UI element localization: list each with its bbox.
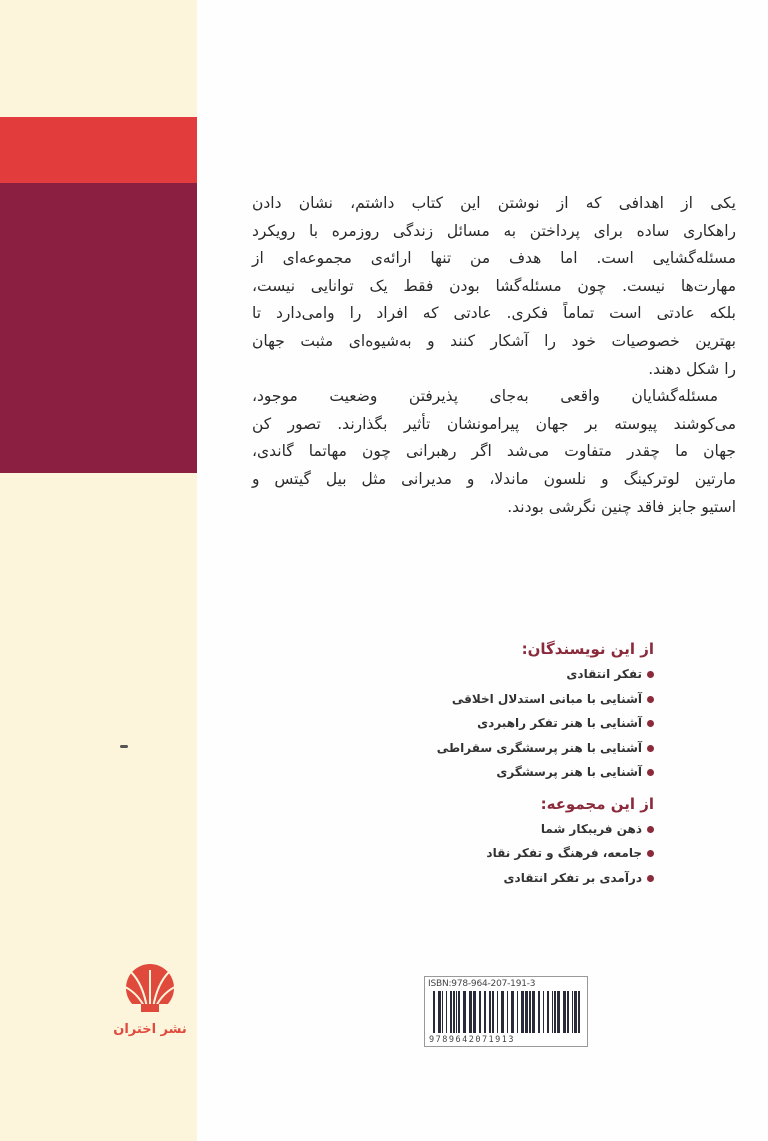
barcode-bar [442,991,443,1033]
barcode-bar [484,991,486,1033]
barcode-bar [458,991,460,1033]
barcode-bar [554,991,556,1033]
book-title: تفکر انتقادی [566,667,642,681]
series-heading: از این مجموعه: [540,794,654,813]
barcode-bar [567,991,569,1033]
barcode-bar [521,991,524,1033]
list-item [324,866,654,891]
barcode-bar [538,991,540,1033]
related-books [324,636,654,896]
list-item [324,711,654,736]
bullet-icon [647,850,654,857]
tree-logo-icon [119,964,181,1016]
bullet-icon [647,826,654,833]
bullet-icon [647,769,654,776]
series-list [324,817,654,891]
red-color-band [0,117,197,183]
barcode-bar [453,991,455,1033]
publisher-name: نشر اختران [113,1022,187,1037]
barcode-digits: 9789642071913 [429,1035,516,1045]
barcode-bar [501,991,504,1033]
publisher-logo [112,964,188,1037]
blurb-line: بلکه عادتی است تماماً فکری. عادتی که افراد را وامی‌دارد تا [252,304,736,323]
book-title: ذهن فریبکار شما [540,821,642,836]
blurb-line: مهارت‌ها نیست. چون مسئله‌گشا بودن فقط یک توانایی نیست، [252,276,736,295]
book-title: آشنایی با هنر تفکر راهبردی [477,716,642,730]
blurb-line: بهترین خصوصیات خود را آشکار کنند و به‌شیوه‌ای مثبت جهان [252,331,736,350]
barcode-bar [557,991,560,1033]
barcode-bar [572,991,573,1033]
barcode-bar [532,991,535,1033]
book-title: آشنایی با مبانی استدلال اخلاقی [451,691,642,706]
blurb-text [252,190,736,521]
barcode-bar [543,991,544,1033]
barcode-bar [473,991,476,1033]
blurb-line: مسئله‌گشایی است. اما هدف من تنها ارائه‌ی مجموعه‌ای از [252,249,736,268]
bullet-icon [647,745,654,752]
barcode-bars [433,991,581,1033]
barcode-bar [469,991,472,1033]
barcode-bar [563,991,566,1033]
barcode-bar [547,991,549,1033]
book-title: آشنایی با هنر پرسشگری سقراطی [436,740,642,755]
barcode-bar [438,991,441,1033]
barcode-bar [497,991,498,1033]
blurb-line: یکی از اهدافی که از نوشتن این کتاب داشتم، نشان دادن [252,194,736,212]
list-item [324,817,654,842]
barcode-bar [450,991,452,1033]
blurb-line: استیو جابز فاقد چنین نگرشی بودند. [507,497,736,516]
maroon-color-band [0,183,197,473]
book-title: جامعه، فرهنگ و تفکر نقاد [486,846,642,860]
blurb-line: راهکاری ساده برای پرداختن به مسائل زندگی روزمره با رویکرد [252,221,736,240]
bullet-icon [647,875,654,882]
blurb-line: مارتین لوترکینگ و نلسون ماندلا، و مدیرانی مثل بیل گیتس و [252,469,736,488]
barcode-bar [446,991,447,1033]
barcode-bar [456,991,457,1033]
book-title: درآمدی بر تفکر انتقادی [503,870,642,885]
blurb-line: مسئله‌گشایان واقعی به‌جای پذیرفتن وضعیت موجود، [252,387,718,406]
bullet-icon [647,720,654,727]
blurb-line: می‌کوشند پیوسته بر جهان پیرامونشان تأثیر بگذارند. تصور کن [252,414,736,433]
list-item [324,760,654,785]
barcode-bar [525,991,528,1033]
barcode-bar [517,991,518,1033]
list-item [324,662,654,687]
barcode-bar [433,991,435,1033]
barcode-bar [552,991,553,1033]
bullet-icon [647,671,654,678]
barcode-bar [507,991,508,1033]
book-title: آشنایی با هنر پرسشگری [496,765,642,779]
blurb-line: را شکل دهند. [648,359,736,378]
barcode-bar [463,991,466,1033]
print-mark [120,745,128,748]
barcode-bar [479,991,481,1033]
list-item [324,687,654,712]
barcode-bar [511,991,514,1033]
list-item [324,736,654,761]
barcode-bar [574,991,577,1033]
isbn-barcode [424,976,588,1047]
barcode-bar [578,991,580,1033]
by-authors-heading: از این نویسندگان: [521,640,654,658]
list-item [324,841,654,866]
bullet-icon [647,696,654,703]
blurb-line: جهان ما چقدر متفاوت می‌شد اگر رهبرانی چون مهاتما گاندی، [252,442,736,461]
by-authors-list [324,662,654,785]
barcode-bar [489,991,491,1033]
barcode-bar [492,991,494,1033]
barcode-bar [529,991,531,1033]
isbn-text: ISBN:978-964-207-191-3 [428,979,536,989]
